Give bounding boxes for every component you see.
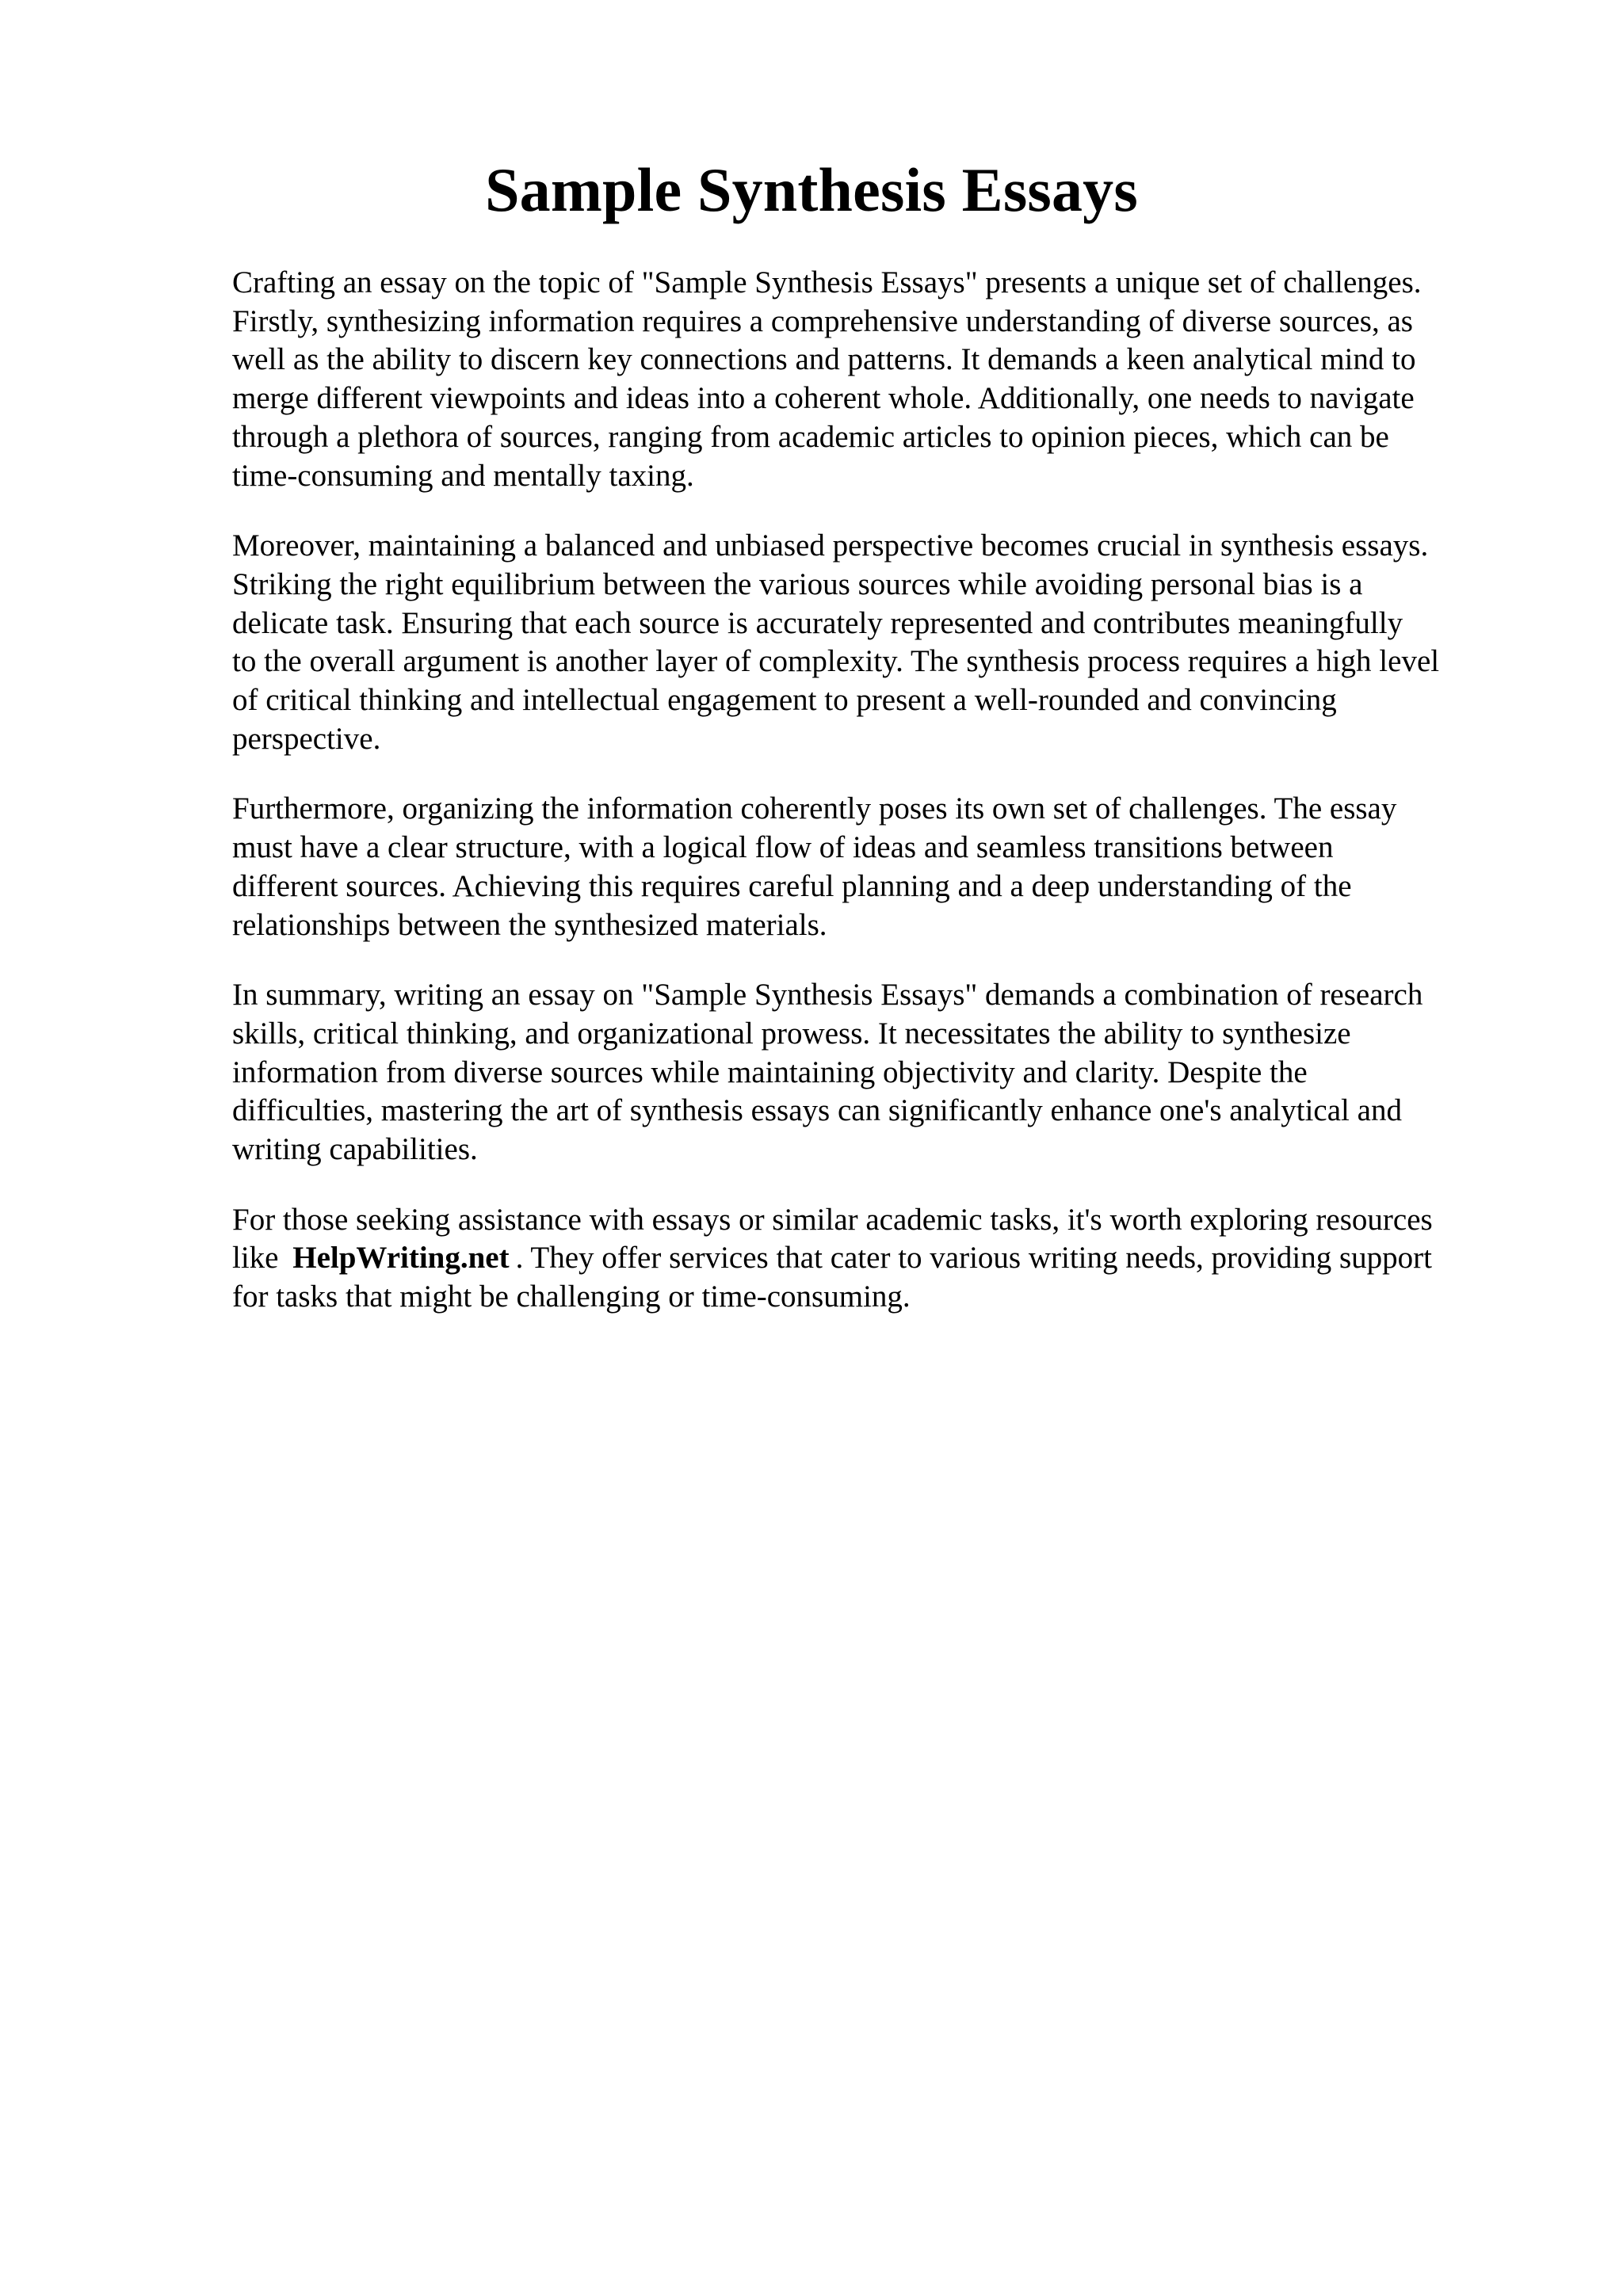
paragraph-line: merge different viewpoints and ideas into a coherent whole. Additionally, one needs to navigate: [232, 381, 1415, 416]
paragraph-4: [232, 976, 1540, 1169]
paragraph-line: well as the ability to discern key connections and patterns. It demands a keen analytical mind to: [232, 342, 1416, 377]
link-trail-text: . They offer services that cater to various writing needs, providing support: [515, 1241, 1432, 1276]
paragraph-line: skills, critical thinking, and organizational prowess. It necessitates the ability to synthesize: [232, 1016, 1351, 1051]
paragraph-line: for tasks that might be challenging or time-consuming.: [232, 1280, 911, 1314]
paragraph-3: [232, 790, 1540, 944]
paragraph-line: writing capabilities.: [232, 1132, 478, 1167]
helpwriting-link[interactable]: HelpWriting.net: [292, 1241, 510, 1276]
paragraph-line: must have a clear structure, with a logical flow of ideas and seamless transitions between: [232, 830, 1334, 865]
paragraph-line: different sources. Achieving this requires careful planning and a deep understanding of the: [232, 868, 1352, 903]
paragraph-line: information from diverse sources while maintaining objectivity and clarity. Despite the: [232, 1055, 1308, 1089]
paragraph-line: Furthermore, organizing the information coherently poses its own set of challenges. The essay: [232, 791, 1397, 826]
paragraph-line: difficulties, mastering the art of synthesis essays can significantly enhance one's analytical and: [232, 1093, 1402, 1128]
paragraph-line: In summary, writing an essay on "Sample Synthesis Essays" demands a combination of research: [232, 978, 1423, 1013]
paragraph-line: to the overall argument is another layer of complexity. The synthesis process requires a high level: [232, 644, 1440, 679]
closing-paragraph: [232, 1201, 1540, 1317]
paragraph-2: [232, 527, 1540, 758]
paragraph-line: Firstly, synthesizing information requires a comprehensive understanding of diverse sources, as: [232, 303, 1413, 338]
paragraph-line-with-link: [232, 1239, 1540, 1278]
paragraph-line: relationships between the synthesized materials.: [232, 907, 827, 942]
link-lead-text: like: [232, 1241, 279, 1276]
paragraph-line: Striking the right equilibrium between the various sources while avoiding personal bias is a: [232, 566, 1363, 601]
paragraph-line: through a plethora of sources, ranging from academic articles to opinion pieces, which can be: [232, 419, 1389, 454]
paragraph-line: Crafting an essay on the topic of "Sample Synthesis Essays" presents a unique set of challenges.: [232, 265, 1422, 299]
page-title: Sample Synthesis Essays: [485, 155, 1138, 224]
document-body: [232, 264, 1540, 1348]
paragraph-line: time-consuming and mentally taxing.: [232, 458, 694, 493]
paragraph-line: delicate task. Ensuring that each source is accurately represented and contributes meaningfully: [232, 605, 1403, 640]
paragraph-line: perspective.: [232, 721, 381, 756]
paragraph-1: [232, 264, 1540, 495]
paragraph-line: For those seeking assistance with essays or similar academic tasks, it's worth exploring resources: [232, 1202, 1433, 1237]
paragraph-line: Moreover, maintaining a balanced and unbiased perspective becomes crucial in synthesis essays.: [232, 528, 1429, 563]
paragraph-line: of critical thinking and intellectual engagement to present a well-rounded and convincing: [232, 683, 1337, 718]
